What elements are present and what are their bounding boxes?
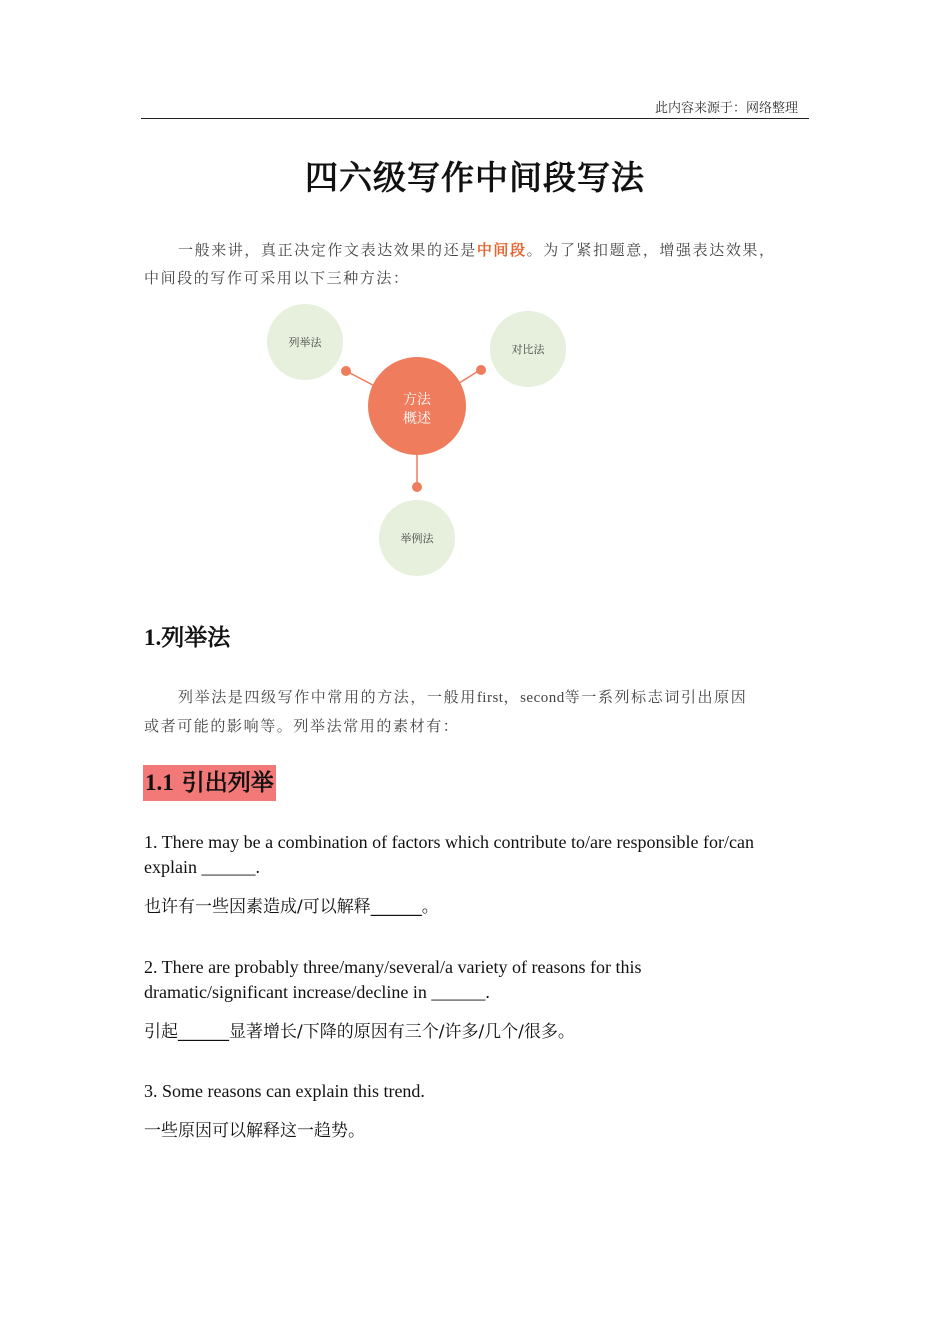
example-2-english <box>144 955 808 1005</box>
page-title: 四六级写作中间段写法 <box>305 158 645 197</box>
section-text-en1: first <box>476 690 504 706</box>
section-title: 列举法 <box>161 625 231 651</box>
example-1-en-line1: 1. There may be a combination of factors which contribute to/are responsible for/can <box>144 832 754 852</box>
header-divider <box>141 118 809 119</box>
intro-highlight: 中间段 <box>476 241 527 259</box>
node-right-label: 对比法 <box>511 343 545 356</box>
methods-diagram <box>250 300 580 585</box>
example-2-en-line1: 2. There are probably three/many/several/a variety of reasons for this <box>144 957 642 977</box>
section-text-a: 列举法是四级写作中常用的方法，一般用 <box>178 688 477 706</box>
subsection-heading <box>143 765 276 801</box>
example-2-en-line2: dramatic/significant increase/decline in ______. <box>144 982 490 1002</box>
intro-text-after: 。为了紧扣题意，增强表达效果， <box>526 241 776 259</box>
section-text-c: 等一系列标志词引出原因 <box>564 688 748 706</box>
example-2-chinese: 引起______显著增长/下降的原因有三个/许多/几个/很多。 <box>144 1022 575 1042</box>
example-1-chinese: 也许有一些因素造成/可以解释______。 <box>144 897 439 917</box>
connector-dot-right <box>476 365 486 375</box>
section-text-line2: 或者可能的影响等。列举法常用的素材有： <box>144 717 460 735</box>
section-paragraph <box>144 683 808 740</box>
section-text-b: ， <box>503 688 521 706</box>
example-1-en-line2: explain ______. <box>144 857 260 877</box>
example-1-english <box>144 830 808 880</box>
node-bottom-label: 举例法 <box>400 532 434 545</box>
section-number: 1. <box>144 625 162 650</box>
center-label-line1: 方法 <box>403 392 431 408</box>
connector-dot-bottom <box>412 482 422 492</box>
methods-diagram-svg <box>250 300 580 585</box>
intro-text-line2: 中间段的写作可采用以下三种方法： <box>144 269 410 287</box>
example-3-en-line1: 3. Some reasons can explain this trend. <box>144 1081 425 1101</box>
center-label-line2: 概述 <box>403 411 431 427</box>
example-3-english <box>144 1079 808 1104</box>
connector-dot-left <box>341 366 351 376</box>
section-heading <box>144 619 230 652</box>
header-source: 此内容来源于：网络整理 <box>654 101 798 116</box>
subsection-number: 1.1 <box>145 770 174 795</box>
example-3-chinese: 一些原因可以解释这一趋势。 <box>144 1121 365 1141</box>
intro-paragraph <box>144 236 808 292</box>
subsection-title: 引出列举 <box>181 770 274 796</box>
node-left-label: 列举法 <box>288 336 322 349</box>
section-text-en2: second <box>520 690 565 706</box>
intro-text-before: 一般来讲，真正决定作文表达效果的还是 <box>178 241 477 259</box>
